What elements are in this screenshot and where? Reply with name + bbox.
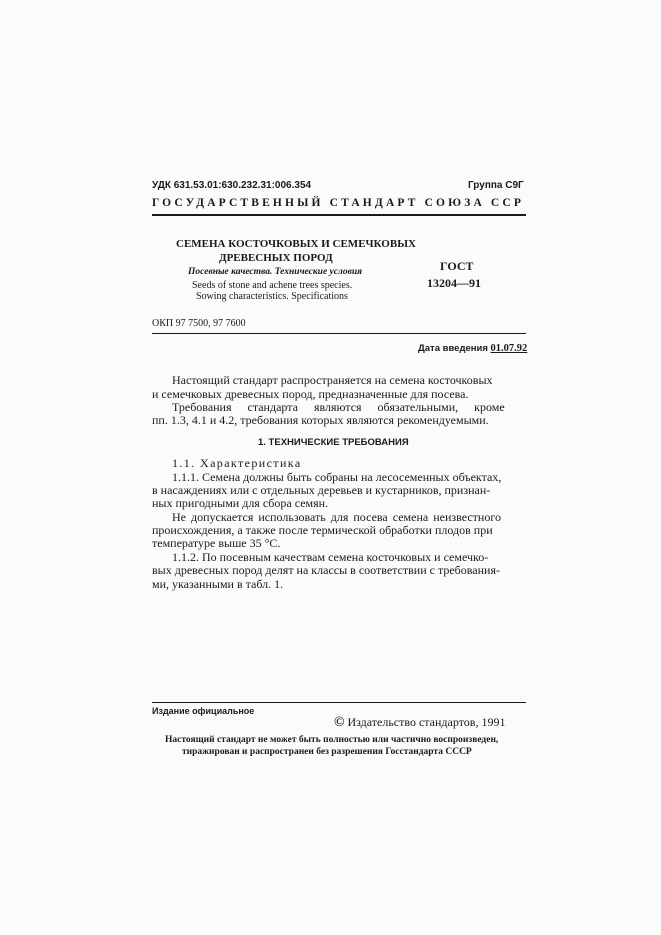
official-edition: Издание официальное xyxy=(152,706,255,716)
footer-rule xyxy=(152,702,526,703)
english-title-line1: Seeds of stone and achene trees species. xyxy=(192,280,353,291)
header-rule xyxy=(152,214,526,216)
gost-label: ГОСТ xyxy=(440,259,474,273)
state-standard-title: ГОСУДАРСТВЕННЫЙ СТАНДАРТ СОЮЗА ССР xyxy=(152,197,525,209)
standard-subtitle: Посевные качества. Технические условия xyxy=(188,267,363,277)
p111-line2: в насаждениях или с отдельных деревьев и кустарников, признан- xyxy=(152,483,491,497)
intro-p1-line2: и семечковых древесных пород, предназначенные для посева. xyxy=(152,387,469,401)
copyright-text: Издательство стандартов, 1991 xyxy=(347,715,506,729)
group-code: Группа С9Г xyxy=(468,180,524,191)
p-not-line2: происхождения, а также после термической обработки плодов при xyxy=(152,523,493,537)
introduction-date xyxy=(418,343,527,354)
p-not-line1: Не допускается использовать для посева семена неизвестного xyxy=(172,510,501,524)
p112-line2: вых древесных пород делят на классы в соответствии с требования- xyxy=(152,563,500,577)
gost-number: 13204—91 xyxy=(427,276,481,290)
okp-rule xyxy=(152,333,526,334)
p-not-line3: температуре выше 35 °С. xyxy=(152,536,281,550)
intro-p1-line1: Настоящий стандарт распространяется на семена косточковых xyxy=(172,373,493,387)
standard-title-line2: ДРЕВЕСНЫХ ПОРОД xyxy=(219,252,333,264)
subsection-heading: 1.1. Характеристика xyxy=(172,456,302,470)
p111-line1: 1.1.1. Семена должны быть собраны на лесосеменных объектах, xyxy=(172,470,502,484)
notice-line2: тиражирован и распространен без разрешения Госстандарта СССР xyxy=(182,747,472,757)
intro-p2-line2: пп. 1.3, 4.1 и 4.2, требования которых являются рекомендуемыми. xyxy=(152,413,489,427)
section-heading: 1. ТЕХНИЧЕСКИЕ ТРЕБОВАНИЯ xyxy=(258,437,409,448)
standard-title-line1: СЕМЕНА КОСТОЧКОВЫХ И СЕМЕЧКОВЫХ xyxy=(176,238,416,250)
okp-code: ОКП 97 7500, 97 7600 xyxy=(152,318,246,329)
udk-code: УДК 631.53.01:630.232.31:006.354 xyxy=(152,180,312,191)
english-title-line2: Sowing characteristics. Specifications xyxy=(196,291,348,302)
introduction-date-label: Дата введения xyxy=(418,343,488,354)
p112-line3: ми, указанными в табл. 1. xyxy=(152,577,284,591)
intro-p2-line1: Требования стандарта являются обязательными, кроме xyxy=(172,400,505,414)
copyright xyxy=(334,715,505,731)
notice-line1: Настоящий стандарт не может быть полностью или частично воспроизведен, xyxy=(165,735,499,745)
p112-line1: 1.1.2. По посевным качествам семена косточковых и семечко- xyxy=(172,550,489,564)
copyright-icon: © xyxy=(334,715,345,730)
introduction-date-value: 01.07.92 xyxy=(490,343,528,354)
p111-line3: ных пригодными для сбора семян. xyxy=(152,496,329,510)
